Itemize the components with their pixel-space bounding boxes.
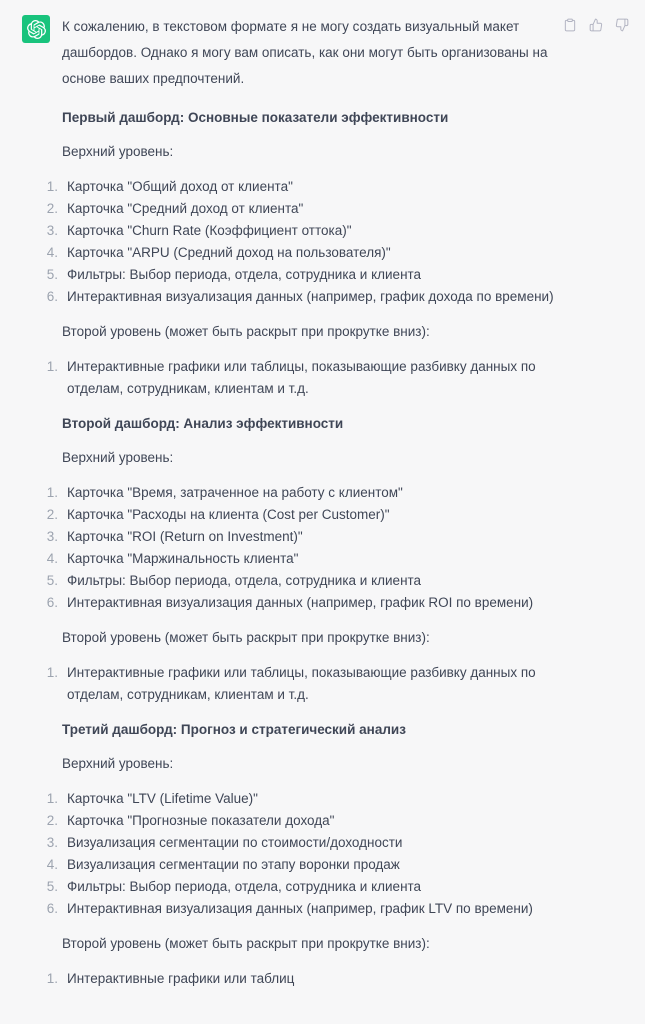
dashboard-section — [46, 720, 577, 990]
list-item-text: Карточка "Время, затраченное на работу с клиентом" — [67, 485, 403, 500]
list-item-number: 1. — [46, 971, 58, 986]
list-item — [46, 220, 577, 242]
list-item-text: Карточка "Churn Rate (Коэффициент оттока)" — [67, 223, 352, 238]
copy-button[interactable] — [563, 18, 577, 32]
list-item-number: 4. — [46, 551, 58, 566]
list-item-text: Фильтры: Выбор периода, отдела, сотрудника и клиента — [67, 267, 422, 282]
list-item — [46, 176, 577, 198]
list-item — [46, 264, 577, 286]
list-item-text: Карточка "Прогнозные показатели дохода" — [67, 813, 335, 828]
list-item-text: Карточка "ROI (Return on Investment)" — [67, 529, 303, 544]
list-item-number: 1. — [46, 485, 58, 500]
list-item-number: 3. — [46, 529, 58, 544]
list-item-text: Карточка "LTV (Lifetime Value)" — [67, 791, 258, 806]
top-level-label: Верхний уровень: — [62, 450, 174, 465]
list-item — [46, 968, 577, 990]
list-item-number: 1. — [46, 359, 58, 374]
list-item — [46, 592, 577, 614]
thumbs-down-icon — [615, 18, 629, 32]
list-item-text: Интерактивные графики или таблицы, показывающие разбивку данных по отделам, сотрудникам, клиентам и т.д. — [67, 665, 536, 702]
list-item-text: Карточка "Расходы на клиента (Cost per Customer)" — [67, 507, 390, 522]
list-item — [46, 198, 577, 220]
list-item-number: 2. — [46, 813, 58, 828]
section-heading: Второй дашборд: Анализ эффективности — [62, 416, 344, 431]
second-level-label: Второй уровень (может быть раскрыт при прокрутке вниз): — [62, 936, 430, 951]
top-level-label: Верхний уровень: — [62, 144, 174, 159]
list-item — [46, 854, 577, 876]
list-item-text: Карточка "Маржинальность клиента" — [67, 551, 299, 566]
list-item-text: Интерактивные графики или таблиц — [67, 971, 295, 986]
second-level-label: Второй уровень (может быть раскрыт при прокрутке вниз): — [62, 630, 430, 645]
list-item-text: Интерактивная визуализация данных (например, график ROI по времени) — [67, 595, 534, 610]
list-item-text: Интерактивная визуализация данных (например, график дохода по времени) — [67, 289, 554, 304]
list-item-text: Карточка "Общий доход от клиента" — [67, 179, 293, 194]
list-item-number: 2. — [46, 201, 58, 216]
section-heading: Третий дашборд: Прогноз и стратегический анализ — [62, 722, 406, 737]
list-item-number: 1. — [46, 791, 58, 806]
intro-paragraph: К сожалению, в текстовом формате я не могу создать визуальный макет дашбордов. Однако я могу вам описать, как они могут быть организованы на основе ваших предпочтений. — [62, 19, 548, 86]
list-item — [46, 504, 577, 526]
second-level-list — [46, 968, 577, 990]
openai-logo-icon — [27, 20, 46, 39]
list-item — [46, 570, 577, 592]
section-heading: Первый дашборд: Основные показатели эффективности — [62, 110, 449, 125]
list-item-number: 1. — [46, 179, 58, 194]
list-item — [46, 810, 577, 832]
dashboard-section — [46, 414, 577, 706]
thumbs-up-button[interactable] — [589, 18, 603, 32]
list-item — [46, 662, 577, 706]
list-item-number: 6. — [46, 289, 58, 304]
thumbs-down-button[interactable] — [615, 18, 629, 32]
list-item — [46, 242, 577, 264]
list-item-number: 5. — [46, 267, 58, 282]
list-item — [46, 286, 577, 308]
top-level-list — [46, 482, 577, 614]
list-item-number: 4. — [46, 245, 58, 260]
list-item-number: 3. — [46, 223, 58, 238]
list-item-number: 2. — [46, 507, 58, 522]
second-level-label: Второй уровень (может быть раскрыт при прокрутке вниз): — [62, 324, 430, 339]
list-item-text: Интерактивные графики или таблицы, показывающие разбивку данных по отделам, сотрудникам, клиентам и т.д. — [67, 359, 536, 396]
clipboard-icon — [563, 18, 577, 32]
thumbs-up-icon — [589, 18, 603, 32]
list-item-number: 4. — [46, 857, 58, 872]
assistant-avatar — [22, 15, 50, 43]
list-item-number: 1. — [46, 665, 58, 680]
list-item-text: Фильтры: Выбор периода, отдела, сотрудника и клиента — [67, 573, 422, 588]
list-item-number: 5. — [46, 879, 58, 894]
list-item-text: Интерактивная визуализация данных (например, график LTV по времени) — [67, 901, 533, 916]
message-content — [46, 14, 577, 990]
list-item-text: Карточка "Средний доход от клиента" — [67, 201, 304, 216]
list-item-text: Визуализация сегментации по стоимости/доходности — [67, 835, 403, 850]
list-item-text: Визуализация сегментации по этапу воронки продаж — [67, 857, 400, 872]
list-item — [46, 898, 577, 920]
list-item — [46, 876, 577, 898]
list-item-text: Фильтры: Выбор периода, отдела, сотрудника и клиента — [67, 879, 422, 894]
top-level-label: Верхний уровень: — [62, 756, 174, 771]
list-item-text: Карточка "ARPU (Средний доход на пользователя)" — [67, 245, 391, 260]
dashboard-section — [46, 108, 577, 400]
list-item — [46, 482, 577, 504]
list-item — [46, 788, 577, 810]
list-item-number: 6. — [46, 901, 58, 916]
list-item-number: 6. — [46, 595, 58, 610]
top-level-list — [46, 176, 577, 308]
top-level-list — [46, 788, 577, 920]
list-item — [46, 356, 577, 400]
list-item — [46, 832, 577, 854]
second-level-list — [46, 356, 577, 400]
second-level-list — [46, 662, 577, 706]
list-item-number: 3. — [46, 835, 58, 850]
list-item — [46, 548, 577, 570]
dashboard-sections — [46, 108, 577, 990]
list-item-number: 5. — [46, 573, 58, 588]
message-actions — [563, 18, 629, 32]
list-item — [46, 526, 577, 548]
